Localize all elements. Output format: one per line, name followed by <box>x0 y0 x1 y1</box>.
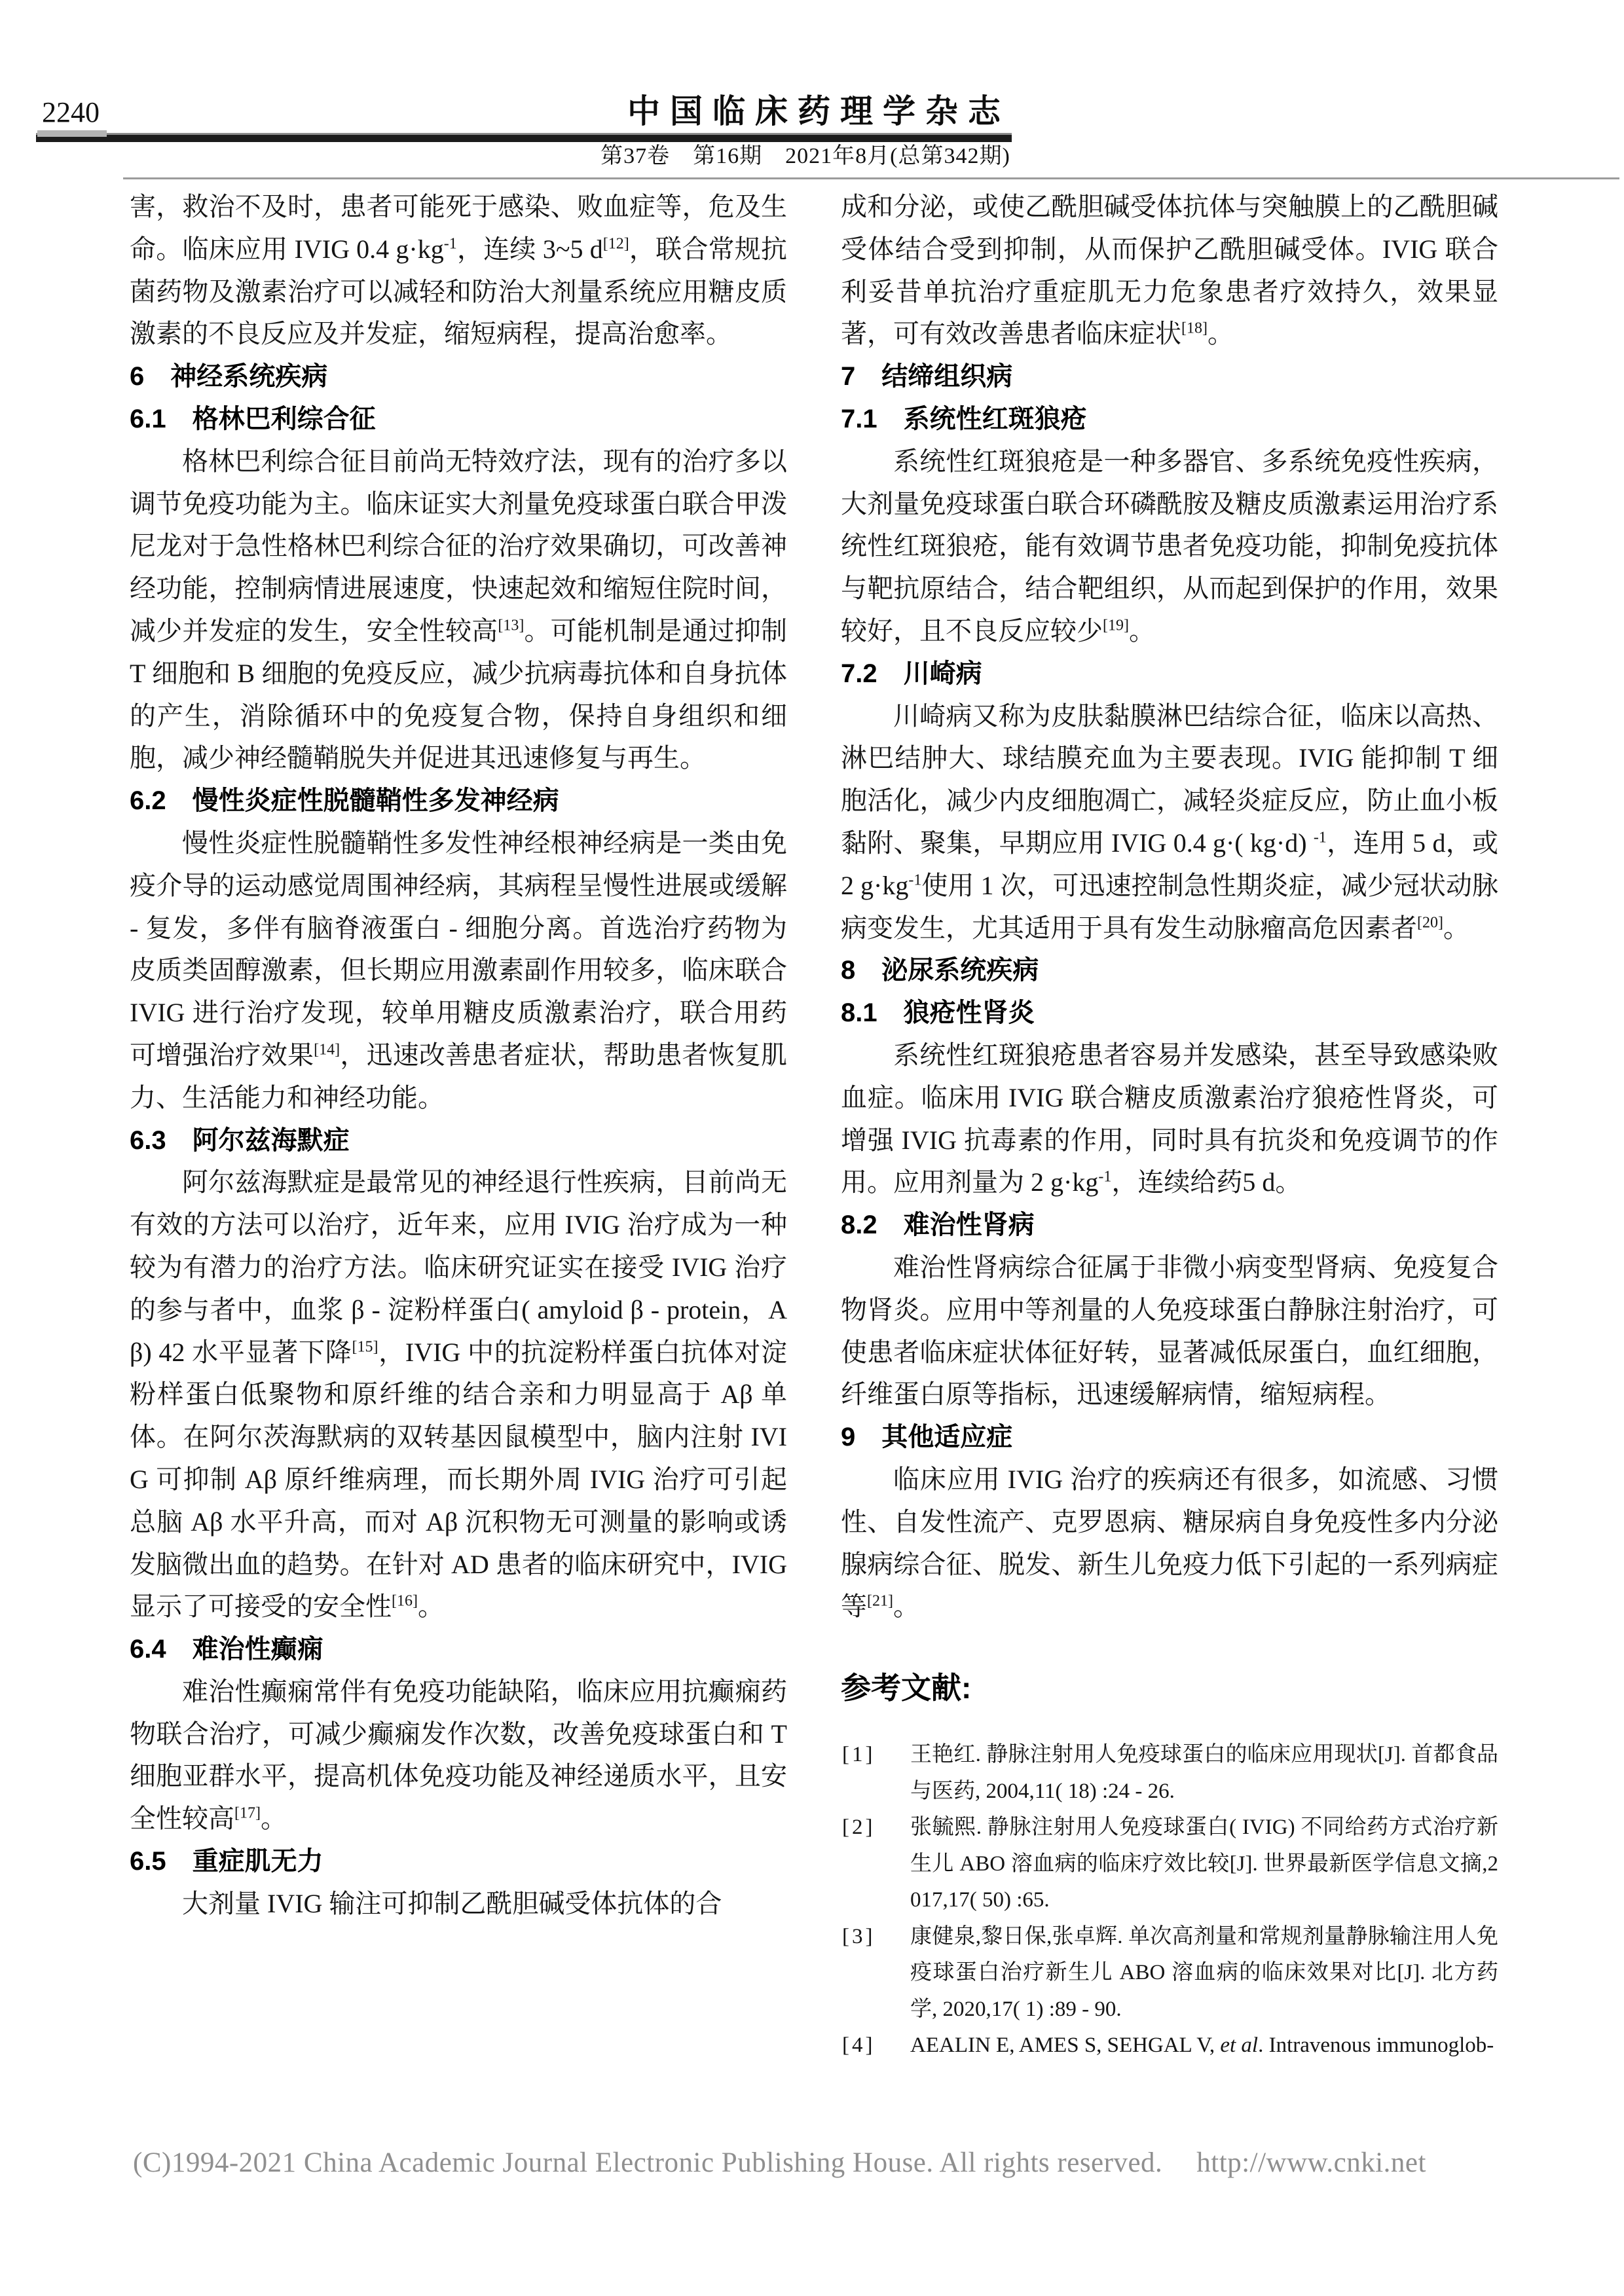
paragraph <box>841 1034 1498 1204</box>
text-run: 川崎病又称为皮肤黏膜淋巴结综合征，临床以高热、淋巴结肿大、球结膜充血为主要表现。IVIG 能抑制 T 细胞活化，减少内皮细胞凋亡，减轻炎症反应，防止血小板黏附、聚集，早期应用 IVIG 0.4 g·( kg·d) <box>841 701 1498 858</box>
text-run: 害，救治不及时，患者可能死于感染、败血症等，危及生命。临床应用 IVIG 0.4 g·kg <box>130 192 787 264</box>
reference-item <box>841 1919 1498 2028</box>
reference-label: [4] <box>842 2033 876 2058</box>
reference-label: [1] <box>842 1743 876 1767</box>
text-run: ，连续 3~5 d <box>456 234 603 264</box>
left-column <box>130 186 787 1925</box>
paragraph <box>841 1247 1498 1416</box>
text-run: 6.5 重症肌无力 <box>130 1847 323 1876</box>
paragraph <box>130 186 787 355</box>
superscript-text: -1 <box>908 871 922 889</box>
text-run: 系统性红斑狼疮患者容易并发感染，甚至导致感染败血症。临床用 IVIG 联合糖皮质激素治疗狼疮性肾炎，可增强 IVIG 抗毒素的作用，同时具有抗炎和免疫调节的作用。应用剂量为 2 g·kg <box>841 1040 1498 1197</box>
text-run: 7 结缔组织病 <box>841 362 1013 392</box>
text-run: ，迅速改善患者症状，帮助患者恢复肌力、生活能力和神经功能。 <box>130 1040 788 1112</box>
text-run: 。可能机制是通过抑制 T 细胞和 B 细胞的免疫反应，减少抗病毒抗体和自身抗体的产生，消除循环中的免疫复合物，保持自身组织和细胞，减少神经髓鞘脱失并促进其迅速修复与再生。 <box>130 615 788 773</box>
reference-label: [2] <box>842 1815 876 1840</box>
text-run: 。 <box>260 1804 287 1834</box>
section-heading <box>841 355 1498 398</box>
text-run: 6.4 难治性癫痫 <box>130 1635 323 1664</box>
reference-item <box>841 1810 1498 1919</box>
text-run: 难治性癫痫常伴有免疫功能缺陷，临床应用抗癫痫药物联合治疗，可减少癫痫发作次数，改善免疫球蛋白和 T 细胞亚群水平，提高机体免疫功能及神经递质水平，且安全性较高 <box>130 1676 787 1834</box>
text-run: 康健泉,黎日保,张卓辉. 单次高剂量和常规剂量静脉输注用人免疫球蛋白治疗新生儿 ABO 溶血病的临床效果对比[J]. 北方药学, 2020,17( 1) :89 - 90. <box>910 1924 1498 2021</box>
text-run: 大剂量 IVIG 输注可抑制乙酰胆碱受体抗体的合 <box>182 1888 722 1918</box>
text-run: 7.2 川崎病 <box>841 659 982 688</box>
text-run: 临床应用 IVIG 治疗的疾病还有很多，如流感、习惯性、自发性流产、克罗恩病、糖尿病自身免疫性多内分泌腺病综合征、脱发、新生儿免疫力低下引起的一系列病症等 <box>841 1464 1498 1622</box>
header-rule-accent <box>37 130 107 137</box>
text-run: 难治性肾病综合征属于非微小病变型肾病、免疫复合物肾炎。应用中等剂量的人免疫球蛋白静脉注射治疗，可使患者临床症状体征好转，显著减低尿蛋白，血红细胞，纤维蛋白原等指标，迅速缓解病情，缩短病程。 <box>841 1252 1498 1410</box>
paragraph <box>130 1161 787 1628</box>
section-heading <box>841 653 1498 695</box>
page-number: 2240 <box>42 96 100 128</box>
text-run: 8.1 狼疮性肾炎 <box>841 998 1035 1028</box>
text-run: 。 <box>893 1592 919 1622</box>
text-run: 6 神经系统疾病 <box>130 362 328 392</box>
section-heading <box>841 1204 1498 1247</box>
footer-url: http://www.cnki.net <box>1196 2147 1426 2178</box>
superscript-text: [15] <box>352 1338 378 1356</box>
header-rule <box>36 133 1012 142</box>
paragraph <box>841 441 1498 653</box>
reference-text <box>910 2033 1494 2057</box>
section-heading <box>841 949 1498 992</box>
text-run: 。 <box>1207 319 1234 349</box>
section-heading <box>130 780 787 822</box>
text-run: et al <box>1220 2033 1259 2058</box>
superscript-text: [16] <box>392 1592 418 1610</box>
copyright-footer <box>133 2147 1426 2178</box>
text-run: 6.3 阿尔兹海默症 <box>130 1125 350 1155</box>
journal-title: 中国临床药理学杂志 <box>627 93 1010 130</box>
text-run: ，连用 5 d，或 2 g·kg <box>841 828 1499 900</box>
paragraph <box>841 1459 1498 1628</box>
paragraph <box>130 1671 787 1840</box>
text-run: AEALIN E, AMES S, SEHGAL V, <box>910 2033 1221 2058</box>
paragraph <box>130 1883 787 1925</box>
text-run: 6.1 格林巴利综合征 <box>130 404 376 433</box>
section-heading <box>130 1840 787 1883</box>
reference-text <box>910 1925 1498 2021</box>
text-run: 7.1 系统性红斑狼疮 <box>841 404 1087 433</box>
text-run: 。 <box>1443 913 1469 943</box>
reference-item <box>841 1737 1498 1810</box>
text-run: 参考文献: <box>841 1671 972 1705</box>
section-heading <box>841 1416 1498 1459</box>
text-run: 张毓熙. 静脉注射用人免疫球蛋白( IVIG) 不同给药方式治疗新生儿 ABO 溶血病的临床疗效比较[J]. 世界最新医学信息文摘,2017,17( 50) :65. <box>910 1815 1498 1912</box>
section-heading <box>130 1628 787 1671</box>
superscript-text: [20] <box>1417 914 1443 932</box>
text-run: ，联合常规抗菌药物及激素治疗可以减轻和防治大剂量系统应用糖皮质激素的不良反应及并发症，缩短病程，提高治愈率。 <box>130 234 788 349</box>
superscript-text: -1 <box>1313 829 1327 847</box>
text-run: ，连续给药5 d。 <box>1111 1167 1302 1197</box>
text-run: 6.2 慢性炎症性脱髓鞘性多发神经病 <box>130 786 559 816</box>
section-heading <box>841 398 1498 441</box>
superscript-text: [14] <box>314 1041 341 1059</box>
text-run: 使用 1 次，可迅速控制急性期炎症，减少冠状动脉病变发生，尤其适用于具有发生动脉瘤高危因素者 <box>841 870 1499 943</box>
superscript-text: -1 <box>1098 1169 1112 1186</box>
superscript-text: [17] <box>234 1804 261 1822</box>
superscript-text: [19] <box>1103 617 1129 634</box>
text-run: ，IVIG 中的抗淀粉样蛋白抗体对淀粉样蛋白低聚物和原纤维的结合亲和力明显高于 Aβ 单体。在阿尔茨海默病的双转基因鼠模型中，脑内注射 IVIG 可抑制 Aβ 原纤维病理，而长期外周 IVIG 治疗可引起总脑 Aβ 水平升高，而对 Aβ 沉积物无可测量的影响或诱发脑微出血的趋势。在针对 AD 患者的临床研究中，IVIG 显示了可接受的安全性 <box>130 1337 787 1622</box>
header-divider <box>123 177 1619 179</box>
superscript-text: [21] <box>867 1592 893 1610</box>
section-heading <box>130 1120 787 1162</box>
paragraph <box>130 441 787 780</box>
paragraph <box>841 186 1498 355</box>
references-heading <box>841 1669 1498 1707</box>
text-run: 8.2 难治性肾病 <box>841 1211 1035 1240</box>
paragraph <box>130 822 787 1120</box>
text-run: . Intravenous immunoglob- <box>1258 2033 1494 2058</box>
text-run: 9 其他适应症 <box>841 1423 1013 1452</box>
issue-info: 第37卷 第16期 2021年8月(总第342期) <box>600 144 1010 168</box>
reference-text <box>910 1743 1498 1803</box>
text-run: 系统性红斑狼疮是一种多器官、多系统免疫性疾病，大剂量免疫球蛋白联合环磷酰胺及糖皮质激素运用治疗系统性红斑狼疮，能有效调节患者免疫功能，抑制免疫抗体与靶抗原结合，结合靶组织，从而起到保护的作用，效果较好，且不良反应较少 <box>841 446 1498 646</box>
superscript-text: -1 <box>443 235 457 253</box>
section-heading <box>130 398 787 441</box>
superscript-text: [12] <box>602 235 629 253</box>
text-run: 8 泌尿系统疾病 <box>841 956 1039 985</box>
text-run: 。 <box>1128 615 1155 646</box>
copyright-text: (C)1994-2021 China Academic Journal Electronic Publishing House. All rights reserved. <box>133 2147 1163 2178</box>
paragraph <box>841 695 1498 950</box>
reference-text <box>910 1815 1498 1912</box>
superscript-text: [13] <box>498 617 525 634</box>
reference-item <box>841 2028 1498 2064</box>
text-run: 王艳红. 静脉注射用人免疫球蛋白的临床应用现状[J]. 首都食品与医药, 2004,11( 18) :24 - 26. <box>910 1743 1498 1803</box>
text-run: 。 <box>417 1592 444 1622</box>
reference-label: [3] <box>842 1924 876 1948</box>
text-run: 成和分泌，或使乙酰胆碱受体抗体与突触膜上的乙酰胆碱受体结合受到抑制，从而保护乙酰胆碱受体。IVIG 联合利妥昔单抗治疗重症肌无力危象患者疗效持久，效果显著，可有效改善患者临床症状 <box>841 192 1498 349</box>
section-heading <box>841 992 1498 1034</box>
section-heading <box>130 355 787 398</box>
right-column <box>841 186 1498 2064</box>
text-run: 阿尔兹海默症是最常见的神经退行性疾病，目前尚无有效的方法可以治疗，近年来，应用 IVIG 治疗成为一种较为有潜力的治疗方法。临床研究证实在接受 IVIG 治疗的参与者中，血浆 β - 淀粉样蛋白( amyloid β - protein，Aβ) 42 水平显著下降 <box>130 1167 787 1367</box>
text-run: 慢性炎症性脱髓鞘性多发性神经根神经病是一类由免疫介导的运动感觉周围神经病，其病程呈慢性进展或缓解 - 复发，多伴有脑脊液蛋白 - 细胞分离。首选治疗药物为皮质类固醇激素，但长期应用激素副作用较多，临床联合 IVIG 进行治疗发现，较单用糖皮质激素治疗，联合用药可增强治疗效果 <box>130 828 787 1070</box>
superscript-text: [18] <box>1181 320 1208 338</box>
text-run: 格林巴利综合征目前尚无特效疗法，现有的治疗多以调节免疫功能为主。临床证实大剂量免疫球蛋白联合甲泼尼龙对于急性格林巴利综合征的治疗效果确切，可改善神经功能，控制病情进展速度，快速起效和缩短住院时间，减少并发症的发生，安全性较高 <box>130 446 787 646</box>
